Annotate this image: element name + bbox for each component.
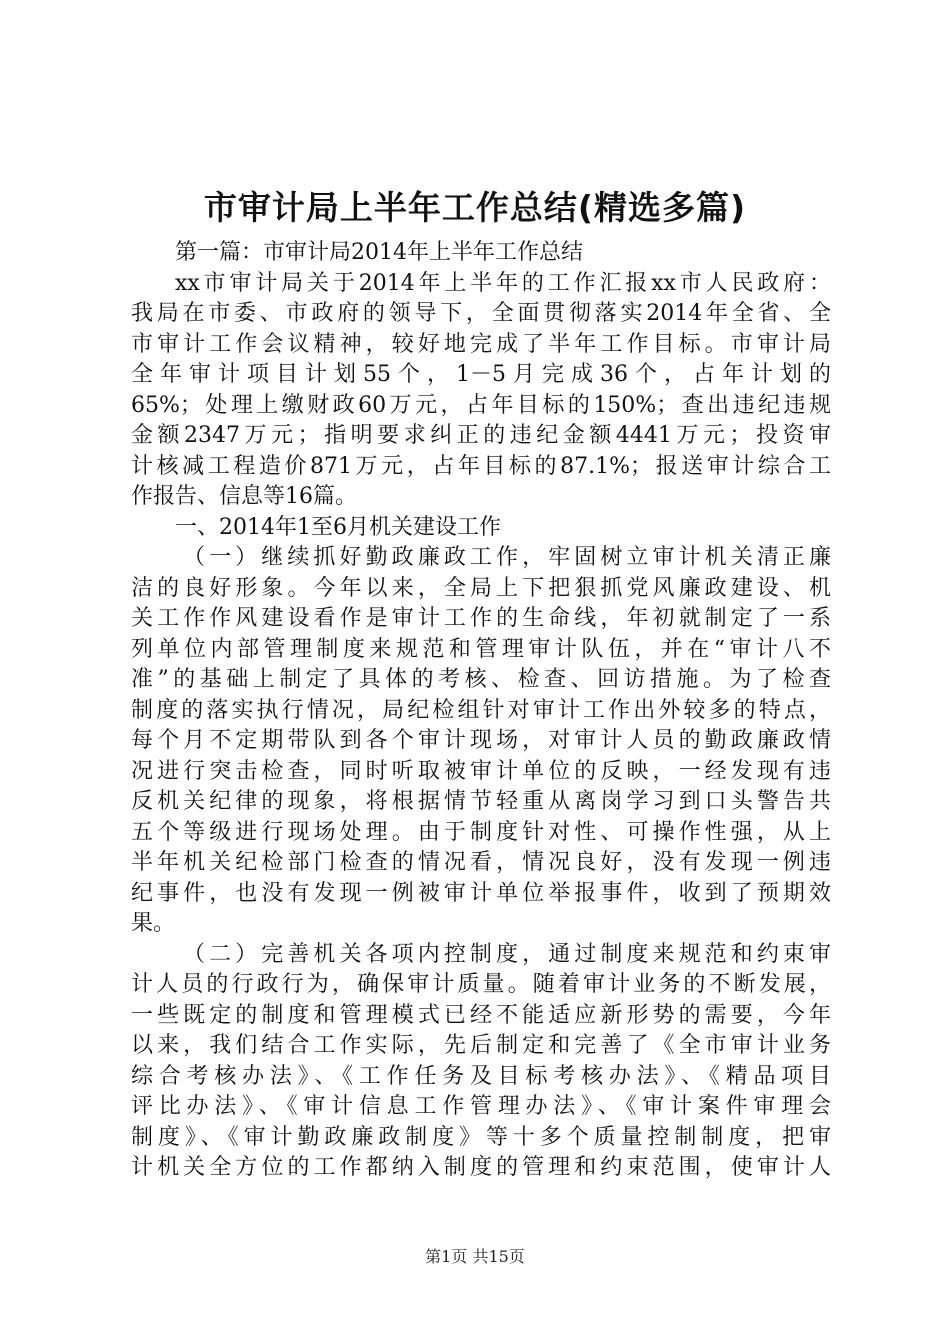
paragraph-line: xx市审计局关于2014年上半年的工作汇报xx市人民政府：	[175, 270, 831, 296]
paragraph-line: 五个等级进行现场处理。由于制度针对性、可操作性强，从上	[131, 819, 831, 845]
paragraph-line: 金额2347万元；指明要求纠正的违纪金额4441万元；投资审	[131, 423, 831, 448]
paragraph-line: 计人员的行政行为，确保审计质量。随着审计业务的不断发展，	[131, 972, 831, 997]
paragraph-line: 洁的良好形象。今年以来，全局上下把狠抓党风廉政建设、机	[131, 575, 831, 601]
paragraph-line: 每个月不定期带队到各个审计现场，对审计人员的勤政廉政情	[131, 728, 831, 753]
paragraph-line: 综合考核办法》、《工作任务及目标考核办法》、《精品项目	[131, 1063, 831, 1089]
paragraph-line: 作报告、信息等16篇。	[131, 484, 357, 509]
paragraph-line: 一些既定的制度和管理模式已经不能适应新形势的需要，今年	[131, 1002, 831, 1028]
paragraph-line: 列单位内部管理制度来规范和管理审计队伍，并在“审计八不	[131, 636, 831, 662]
paragraph-line: 市审计工作会议精神，较好地完成了半年工作目标。市审计局	[131, 331, 831, 357]
page-number-footer: 第1页 共15页	[425, 1247, 525, 1266]
paragraph-line: 65%；处理上缴财政60万元，占年目标的150%；查出违纪违规	[131, 392, 831, 418]
paragraph-line: （二）完善机关各项内控制度，通过制度来规范和约束审	[183, 941, 831, 967]
paragraph-line: 计核减工程造价871万元，占年目标的87.1%；报送审计综合工	[131, 453, 831, 479]
paragraph-line: 计机关全方位的工作都纳入制度的管理和约束范围，使审计人	[131, 1155, 831, 1180]
paragraph-line: 准”的基础上制定了具体的考核、检查、回访措施。为了检查	[131, 667, 831, 692]
paragraph-line: 全年审计项目计划55个，1－5月完成36个，占年计划的	[131, 362, 831, 387]
paragraph-line: 纪事件，也没有发现一例被审计单位举报事件，收到了预期效	[131, 880, 831, 906]
paragraph-line: 我局在市委、市政府的领导下，全面贯彻落实2014年全省、全	[131, 301, 831, 326]
paragraph-line: 以来，我们结合工作实际，先后制定和完善了《全市审计业务	[131, 1033, 831, 1058]
paragraph-line: 半年机关纪检部门检查的情况看，情况良好，没有发现一例违	[131, 850, 831, 875]
paragraph-line: 果。	[131, 911, 176, 936]
paragraph-line: 关工作作风建设看作是审计工作的生命线，年初就制定了一系	[131, 606, 831, 631]
paragraph-line: 制度的落实执行情况，局纪检组针对审计工作出外较多的特点，	[131, 697, 831, 723]
document-body	[131, 238, 831, 1184]
paragraph-line: 评比办法》、《审计信息工作管理办法》、《审计案件审理会	[131, 1094, 831, 1119]
section-heading: 第一篇：市审计局2014年上半年工作总结	[175, 240, 583, 265]
section-heading: 一、2014年1至6月机关建设工作	[175, 514, 501, 540]
paragraph-line: 况进行突击检查，同时听取被审计单位的反映，一经发现有违	[131, 758, 831, 784]
paragraph-line: 制度》、《审计勤政廉政制度》等十多个质量控制制度，把审	[131, 1124, 831, 1150]
paragraph-line: 反机关纪律的现象，将根据情节轻重从离岗学习到口头警告共	[131, 789, 831, 814]
paragraph-line: （一）继续抓好勤政廉政工作，牢固树立审计机关清正廉	[183, 545, 831, 570]
document-title: 市审计局上半年工作总结(精选多篇)	[203, 188, 747, 227]
